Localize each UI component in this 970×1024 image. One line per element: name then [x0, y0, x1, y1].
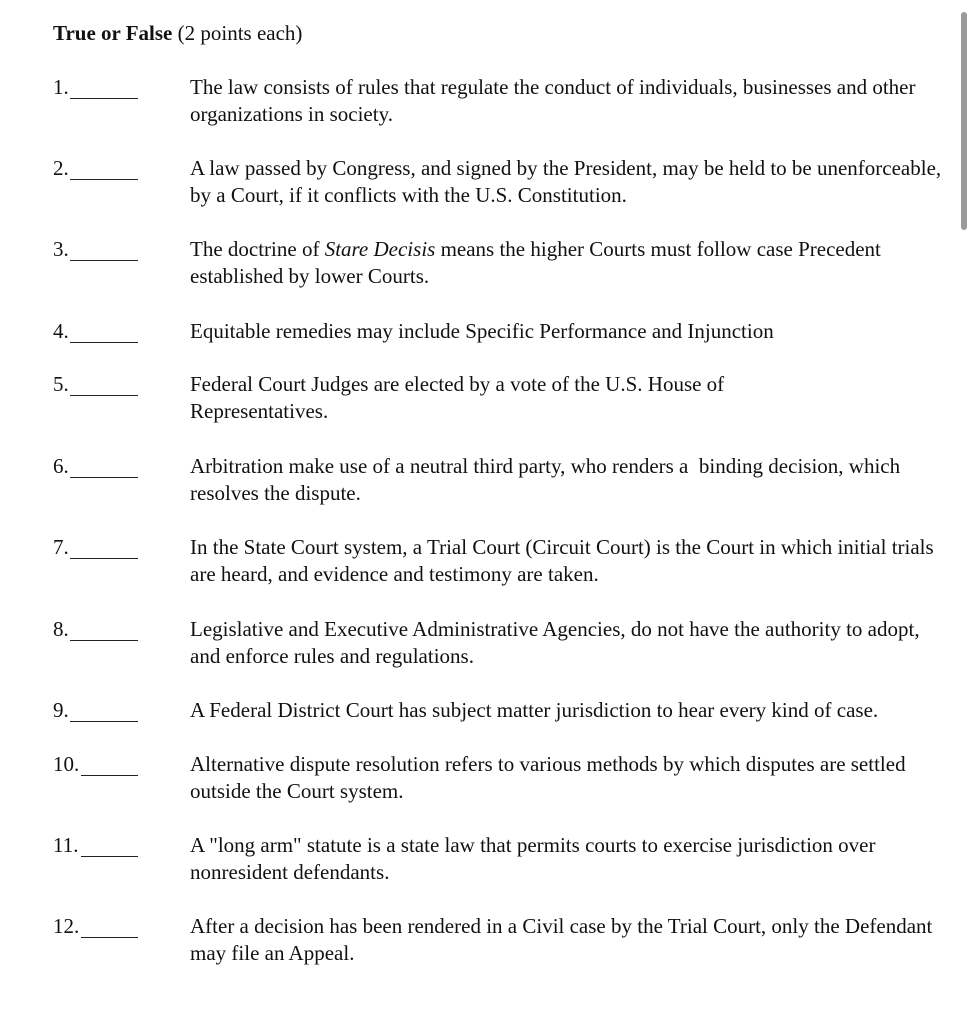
vertical-scrollbar[interactable] — [960, 0, 970, 1024]
heading-points-note: (2 points each) — [172, 21, 303, 45]
question-text: Legislative and Executive Administrative Agencies, do not have the authority to adopt, and enforce rules and regulations. — [190, 617, 920, 668]
question-number: 10. — [53, 752, 80, 776]
question-text-after: means the higher Courts must follow case Precedent established by lower Courts. — [190, 237, 881, 288]
question-number: 4. — [53, 319, 69, 343]
question-text: A "long arm" statute is a state law that permits courts to exercise jurisdiction over nonresident defendants. — [190, 833, 876, 884]
question-text: Alternative dispute resolution refers to various methods by which disputes are settled outside the Court system. — [190, 752, 906, 803]
question-text-before: The doctrine of — [190, 237, 325, 261]
question-number: 8. — [53, 617, 69, 641]
answer-blank[interactable] — [70, 342, 138, 343]
question-text: The law consists of rules that regulate the conduct of individuals, businesses and other organizations in society. — [190, 75, 916, 126]
question-number: 2. — [53, 156, 69, 180]
answer-blank[interactable] — [70, 179, 138, 180]
answer-blank[interactable] — [70, 558, 138, 559]
question-number: 7. — [53, 535, 69, 559]
answer-blank[interactable] — [70, 477, 138, 478]
question-number: 9. — [53, 698, 69, 722]
question-text: After a decision has been rendered in a Civil case by the Trial Court, only the Defendant may file an Appeal. — [190, 914, 933, 965]
question-number: 12. — [53, 914, 80, 938]
answer-blank[interactable] — [81, 856, 138, 857]
question-text: A Federal District Court has subject matter jurisdiction to hear every kind of case. — [190, 698, 879, 722]
question-number: 3. — [53, 237, 69, 261]
answer-blank[interactable] — [70, 98, 138, 99]
question-text: Federal Court Judges are elected by a vote of the U.S. House of Representatives. — [190, 372, 725, 423]
question-text: Arbitration make use of a neutral third party, who renders a binding decision, which resolves the dispute. — [190, 454, 906, 505]
scrollbar-thumb[interactable] — [961, 12, 967, 230]
answer-blank[interactable] — [70, 260, 138, 261]
stare-decisis-term: Stare Decisis — [324, 237, 436, 261]
answer-blank[interactable] — [70, 395, 138, 396]
heading-bold-title: True or False — [53, 21, 173, 45]
answer-blank[interactable] — [81, 775, 138, 776]
question-text: Equitable remedies may include Specific Performance and Injunction — [190, 319, 774, 343]
answer-blank[interactable] — [81, 937, 138, 938]
question-number: 5. — [53, 372, 69, 396]
answer-blank[interactable] — [70, 640, 138, 641]
question-number: 1. — [53, 75, 69, 99]
question-text: In the State Court system, a Trial Court (Circuit Court) is the Court in which initial trials are heard, and evidence and testimony are taken. — [190, 535, 934, 586]
question-number: 11. — [53, 833, 79, 857]
question-text: A law passed by Congress, and signed by the President, may be held to be unenforceable, by a Court, if it conflicts with the U.S. Constitution. — [190, 156, 942, 207]
question-text — [190, 236, 950, 290]
question-number: 6. — [53, 454, 69, 478]
answer-blank[interactable] — [70, 721, 138, 722]
